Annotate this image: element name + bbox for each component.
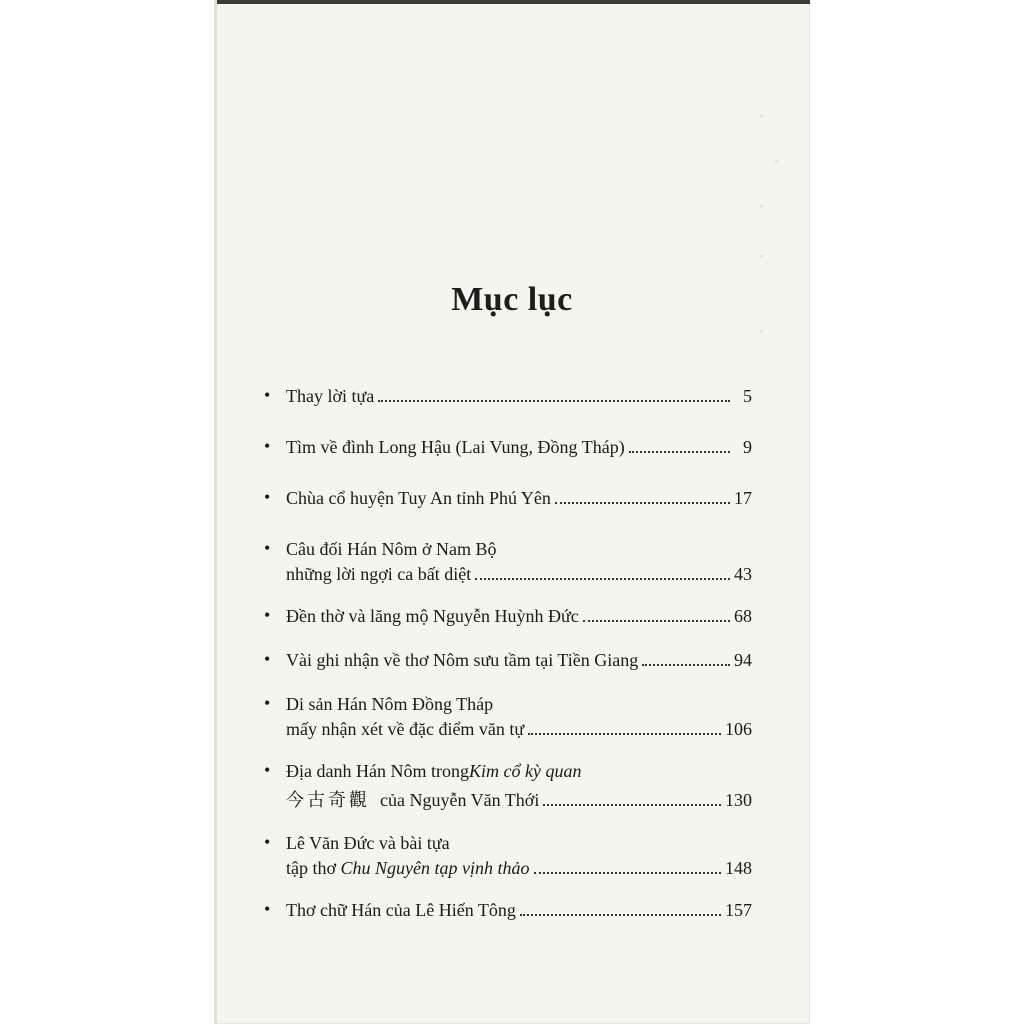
toc-item: • Đền thờ và lăng mộ Nguyễn Huỳnh Đức 68 [264, 605, 752, 626]
bullet-icon: • [264, 605, 271, 625]
page-gutter [214, 0, 217, 1024]
page-number: 148 [725, 858, 752, 878]
page-number: 9 [743, 437, 752, 457]
page-number: 5 [743, 386, 752, 406]
page-top-edge [214, 0, 810, 4]
toc-item: • Câu đối Hán Nôm ở Nam Bộ những lời ngợi ca bất diệt 43 [264, 538, 752, 584]
page-number: 130 [725, 790, 752, 810]
chinese-title: 今古奇觀 [286, 790, 370, 811]
bleed-through-text: • • • • • [759, 110, 779, 340]
toc-item: • Thơ chữ Hán của Lê Hiến Tông 157 [264, 899, 752, 920]
page-number: 106 [725, 719, 752, 739]
bullet-icon: • [264, 385, 271, 405]
bullet-icon: • [264, 649, 271, 669]
toc-item: • Địa danh Hán Nôm trong Kim cổ kỳ quan 今古奇觀 của Nguyễn Văn Thới 130 [264, 760, 752, 811]
toc-item: • Thay lời tựa 5 [264, 385, 752, 406]
bullet-icon: • [264, 693, 271, 713]
toc-item: • Chùa cổ huyện Tuy An tỉnh Phú Yên 17 [264, 487, 752, 508]
bullet-icon: • [264, 832, 271, 852]
page-number: 94 [734, 650, 752, 670]
table-of-contents [264, 386, 752, 924]
toc-item: • Tìm về đình Long Hậu (Lai Vung, Đồng Tháp) 9 [264, 436, 752, 457]
toc-item: • Lê Văn Đức và bài tựa tập thơ Chu Nguyên tạp vịnh thảo 148 [264, 832, 752, 878]
bullet-icon: • [264, 487, 271, 507]
bullet-icon: • [264, 436, 271, 456]
page-number: 68 [734, 606, 752, 626]
bullet-icon: • [264, 760, 271, 780]
page-number: 43 [734, 564, 752, 584]
toc-item: • Di sản Hán Nôm Đồng Tháp mấy nhận xét về đặc điểm văn tự 106 [264, 693, 752, 739]
page-number: 157 [725, 900, 752, 920]
bullet-icon: • [264, 899, 271, 919]
page-title: Mục lục [451, 280, 573, 318]
bullet-icon: • [264, 538, 271, 558]
page-number: 17 [734, 488, 752, 508]
book-page [214, 0, 810, 1024]
toc-item: • Vài ghi nhận về thơ Nôm sưu tầm tại Tiền Giang 94 [264, 649, 752, 670]
